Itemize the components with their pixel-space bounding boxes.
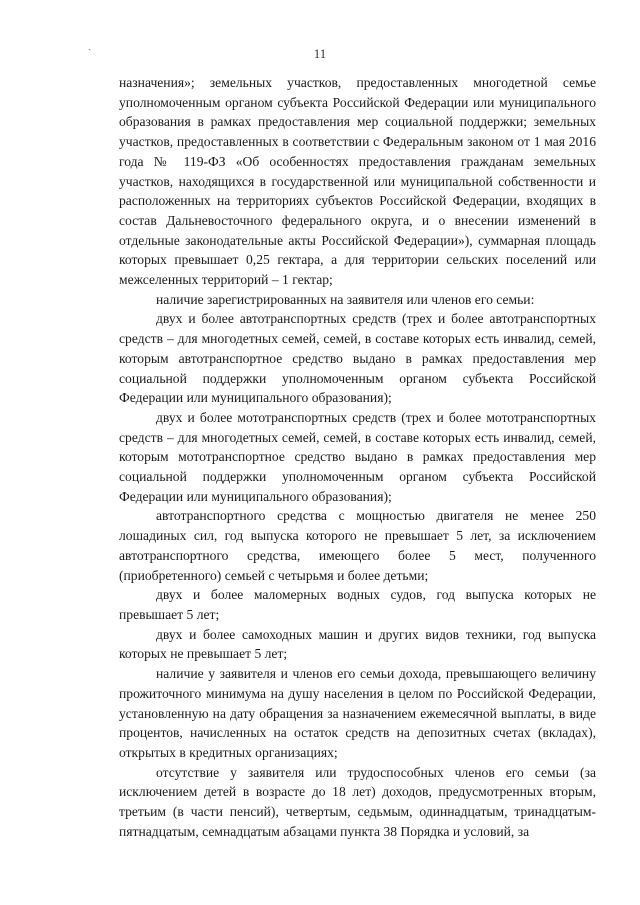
paragraph-land-plots-continuation: назначения»; земельных участков, предоставленных многодетной семье уполномоченным органом субъекта Российской Федерации или муниципального образования в рамках предоставления мер социальной поддержки; земельных участков, предоставленных в соответствии с Федеральным законом от 1 мая 2016 года № 119-ФЗ «Об особенностях предоставления гражданам земельных участков, находящихся в государственной или муниципальной собственности и расположенных на территориях субъектов Российской Федерации, входящих в состав Дальневосточного федерального округа, и о внесении изменений в отдельные законодательные акты Российской Федерации»), суммарная площадь которых превышает 0,25 гектара, а для территории сельских поселений или межселенных территорий – 1 гектар;	[119, 75, 596, 288]
paragraph-self-propelled-machines: двух и более самоходных машин и других видов техники, год выпуска которых не превышает 5 лет;	[119, 626, 596, 662]
page-number: 11	[313, 46, 327, 61]
paragraph-deposit-interest-income: наличие у заявителя и членов его семьи дохода, превышающего величину прожиточного минимума на душу населения в целом по Российской Федерации, установленную на дату обращения за назначением ежемесячной выплаты, в виде процентов, начисленных на остаток средств на депозитных счетах (вкладах), открытых в кредитных организациях;	[119, 666, 596, 760]
paragraph-two-motorcycles: двух и более мототранспортных средств (трех и более мототранспортных средств – для многодетных семей, семей, в составе которых есть инвалид, семей, которым мототранспортное средство выдано в рамках предоставления мер социальной поддержки уполномоченным органом субъекта Российской Федерации или муниципального образования);	[119, 409, 596, 504]
paragraph-two-cars: двух и более автотранспортных средств (трех и более автотранспортных средств – для многодетных семей, семей, в составе которых есть инвалид, семей, которым автотранспортное средство выдано в рамках предоставления мер социальной поддержки уполномоченным органом субъекта Российской Федерации или муниципального образования);	[119, 311, 596, 406]
document-body	[119, 73, 596, 841]
paragraph-small-boats: двух и более маломерных водных судов, год выпуска которых не превышает 5 лет;	[119, 587, 596, 622]
paragraph-250-hp-car: автотранспортного средства с мощностью двигателя не менее 250 лошадиных сил, год выпуска которого не превышает 5 лет, за исключением автотранспортного средства, имеющего более 5 мест, полученного (приобретенного) семьей с четырьмя и более детьми;	[119, 508, 596, 583]
scan-corner-mark: ˏ	[88, 40, 92, 51]
paragraph-registered-vehicles-intro: наличие зарегистрированных на заявителя или членов его семьи:	[156, 291, 535, 307]
paragraph-absence-of-income: отсутствие у заявителя или трудоспособных членов его семьи (за исключением детей в возрасте до 18 лет) доходов, предусмотренных вторым, третьим (в части пенсий), четвертым, седьмым, одиннадцатым, тринадцатым-пятнадцатым, семнадцатым абзацами пункта 38 Порядка и условий, за	[119, 764, 596, 839]
